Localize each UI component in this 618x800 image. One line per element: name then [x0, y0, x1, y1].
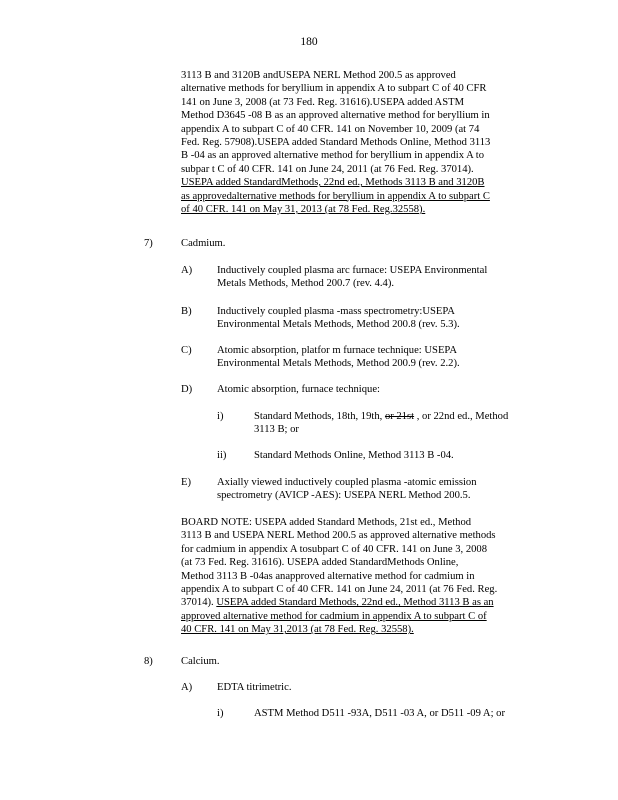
- section-number-calcium: 8): [144, 656, 153, 667]
- text-line-prefix: 37014).: [181, 597, 217, 609]
- text-line: [181, 203, 490, 216]
- beryllium-note: [181, 69, 490, 216]
- text-line-body: Method 3113 B -04as anapproved alternative method for cadmium in: [181, 570, 475, 582]
- underlined-text: USEPA added StandardMethods, 22nd ed., Methods 3113 B and 3120B: [181, 177, 485, 189]
- text-line-body: for cadmium in appendix A tosubpart C of 40 CFR. 141 on June 3, 2008: [181, 543, 488, 555]
- section-number-cadmium: 7): [144, 238, 153, 249]
- subitem-text: ASTM Method D511 -93A, D511 -03 A, or D511 -09 A; or: [254, 708, 506, 719]
- underlined-text: 40 CFR. 141 on May 31,2013 (at 78 Fed. Reg. 32558).: [181, 624, 414, 636]
- text-line: [181, 543, 497, 556]
- subitem-text-pre: Standard Methods, 18th, 19th,: [254, 411, 385, 422]
- text-line: [181, 570, 497, 583]
- text-line-body: 141 on June 3, 2008 (at 73 Fed. Reg. 31616).USEPA added ASTM: [181, 96, 464, 108]
- text-line: [181, 69, 490, 82]
- text-line: [181, 136, 490, 149]
- item-text: Atomic absorption, furnace technique:: [217, 384, 380, 395]
- text-line-body: B -04 as an approved alternative method for beryllium in appendix A to: [181, 150, 485, 162]
- text-line: [181, 82, 490, 95]
- item-text: Inductively coupled plasma -mass spectrometry:USEPA Environmental Metals Methods, Method 200.8 (rev. 5.3).: [217, 306, 460, 331]
- item-letter: D): [181, 384, 193, 395]
- item-letter: E): [181, 477, 191, 488]
- text-line: [181, 163, 490, 176]
- text-line-body: (at 73 Fed. Reg. 31616). USEPA added StandardMethods Online,: [181, 557, 459, 569]
- section-title-calcium: Calcium.: [181, 656, 220, 667]
- text-line-body: 3113 B and 3120B andUSEPA NERL Method 200.5 as approved: [181, 70, 456, 81]
- underlined-text: as approvedalternative methods for beryllium in appendix A to subpart C: [181, 190, 490, 202]
- text-line-body: alternative methods for beryllium in appendix A to subpart C of 40 CFR: [181, 83, 487, 95]
- section-title-cadmium: Cadmium.: [181, 238, 226, 249]
- text-line-body: BOARD NOTE: USEPA added Standard Methods, 21st ed., Method: [181, 517, 472, 528]
- text-line-body: appendix A to subpart C of 40 CFR. 141 on June 24, 2011 (at 76 Fed. Reg.: [181, 583, 498, 595]
- item-text: EDTA titrimetric.: [217, 682, 292, 693]
- subitem-text: Standard Methods Online, Method 3113 B -04.: [254, 450, 454, 461]
- text-line-body: Method D3645 -08 B as an approved alternative method for beryllium in: [181, 110, 490, 122]
- struck-text: or 21st: [384, 411, 415, 422]
- text-line: [181, 190, 490, 203]
- text-line: [181, 556, 497, 569]
- underlined-text: USEPA added Standard Methods, 22nd ed., Method 3113 B as an: [216, 597, 494, 609]
- text-line-body: appendix A to subpart C of 40 CFR. 141 on November 10, 2009 (at 74: [181, 123, 480, 135]
- item-letter: A): [181, 265, 193, 276]
- subitem-roman: i): [217, 708, 224, 719]
- text-line: [181, 123, 490, 136]
- text-line: [181, 96, 490, 109]
- item-text: Inductively coupled plasma arc furnace: USEPA Environmental Metals Methods, Method 200.7 (rev. 4.4).: [217, 265, 488, 290]
- item-letter: C): [181, 345, 192, 356]
- subitem-text: Standard Methods, 18th, 19th, or 21st , or 22nd ed., Method 3113 B; or: [254, 411, 509, 436]
- text-line-body: Fed. Reg. 57908).USEPA added Standard Methods Online, Method 3113: [181, 136, 491, 148]
- text-line: [181, 176, 490, 189]
- cadmium-board-note: [181, 516, 497, 637]
- text-line: [181, 610, 497, 623]
- page-number: 180: [300, 36, 318, 48]
- text-line: [181, 529, 497, 542]
- underlined-text: approved alternative method for cadmium in appendix A to subpart C of: [181, 610, 487, 622]
- text-line: [181, 516, 497, 529]
- subitem-roman: ii): [217, 450, 227, 461]
- underlined-text: of 40 CFR. 141 on May 31, 2013 (at 78 Fed. Reg.32558).: [181, 203, 426, 215]
- text-line: [181, 583, 497, 596]
- text-line: [181, 149, 490, 162]
- text-line: [181, 623, 497, 636]
- text-line: [181, 596, 497, 609]
- text-line-body: 3113 B and USEPA NERL Method 200.5 as approved alternative methods: [181, 530, 496, 542]
- text-line: [181, 109, 490, 122]
- item-letter: B): [181, 306, 192, 317]
- subitem-text-post: , or 22nd ed., Method: [414, 411, 509, 422]
- item-letter: A): [181, 682, 193, 693]
- subitem-roman: i): [217, 411, 224, 422]
- item-text: Atomic absorption, platfor m furnace technique: USEPA Environmental Metals Methods, Method 200.9 (rev. 2.2).: [217, 345, 460, 370]
- item-text: Axially viewed inductively coupled plasma -atomic emission spectrometry (AVICP -AES): USEPA NERL Method 200.5.: [217, 477, 477, 502]
- text-line-body: subpar t C of 40 CFR. 141 on June 24, 2011 (at 76 Fed. Reg. 37014).: [181, 163, 474, 175]
